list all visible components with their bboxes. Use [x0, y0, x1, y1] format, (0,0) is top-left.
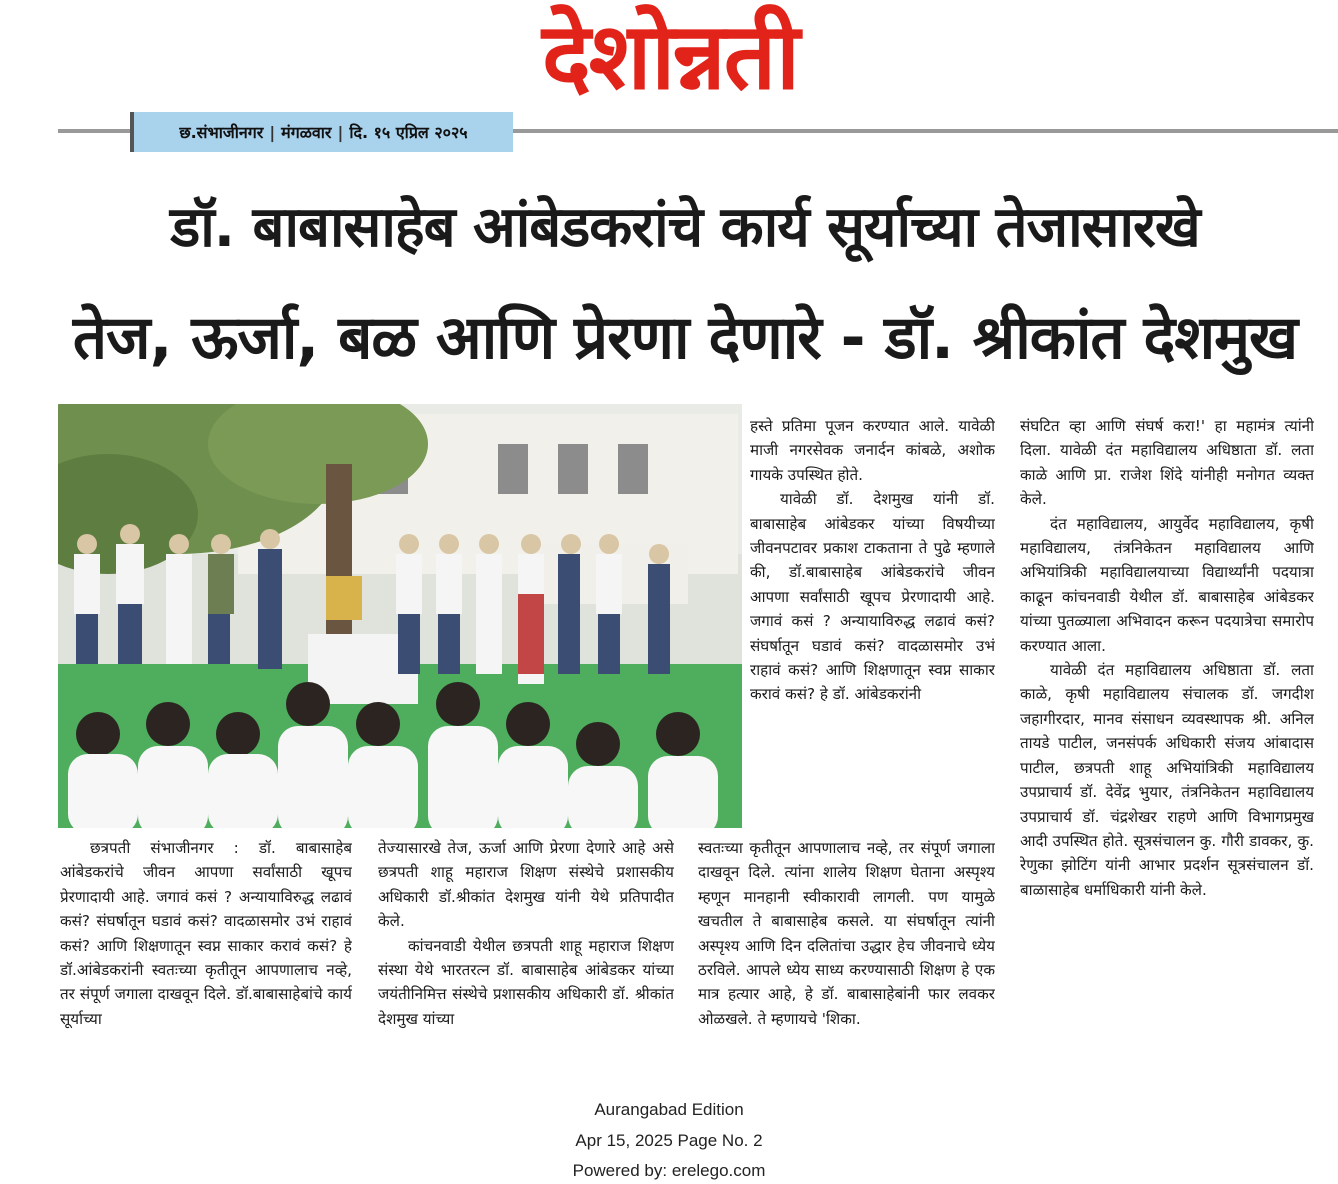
article-column-4	[1020, 414, 1314, 1104]
footer-page-info: Apr 15, 2025 Page No. 2	[575, 1131, 763, 1150]
article-paragraph: छत्रपती संभाजीनगर : डॉ. बाबासाहेब आंबेडकरांचे जीवन आपणा सर्वांसाठी खूपच प्रेरणादायी आहे. जगावं कसं ? अन्यायाविरुद्ध लढावं कसं? संघर्षातून घडावं कसं? वादळासमोर उभं राहावं कसं? आणि शिक्षणातून स्वप्न साकार करावं कसं? हे डॉ.आंबेडकरांनी स्वतःच्या कृतीतून आपणालाच नव्हे, तर संपूर्ण जगाला दाखवून दिले. डॉ.बाबासाहेबांचे कार्य सूर्याच्या	[60, 839, 352, 1028]
masthead	[0, 0, 1338, 118]
article-paragraph: दंत महाविद्यालय, आयुर्वेद महाविद्यालय, कृषी महाविद्यालय, तंत्रनिकेतन महाविद्यालय आणि अभियांत्रिकी महाविद्यालयाच्या विद्यार्थ्यांनी पदयात्रा काढून कांचनवाडी येथील डॉ. बाबासाहेब आंबेडकर यांच्या पुतळ्याला अभिवादन करून पदयात्रेचा समारोप करण्यात आला.	[1020, 514, 1314, 655]
dateline-rule-left	[58, 129, 136, 133]
dateline-separator: |	[337, 122, 344, 142]
newspaper-logo: देशोन्नती	[542, 3, 798, 110]
article-column-3-bottom	[698, 836, 995, 1098]
article-column-1	[60, 836, 352, 1098]
dateline-rule-right	[512, 129, 1338, 133]
footer-powered-by: Powered by: erelego.com	[572, 1161, 766, 1180]
article-paragraph: तेज्यासारखे तेज, ऊर्जा आणि प्रेरणा देणारे आहे असे छत्रपती शाहू महाराज शिक्षण संस्थेचे प्रशासकीय अधिकारी डॉ.श्रीकांत देशमुख यांनी येथे प्रतिपादीत केले.	[378, 839, 674, 931]
headline-line-2: तेज, ऊर्जा, बळ आणि प्रेरणा देणारे - डॉ. श्रीकांत देशमुख	[72, 303, 1298, 373]
article-column-3-top	[750, 414, 995, 834]
dateline-date: दि. १५ एप्रिल २०२५	[349, 123, 468, 142]
headline-line-1: डॉ. बाबासाहेब आंबेडकरांचे कार्य सूर्याच्या तेजासारखे	[170, 195, 1200, 260]
dateline-day: मंगळवार	[281, 123, 332, 142]
article-paragraph: यावेळी दंत महाविद्यालय अधिष्ठाता डॉ. लता काळे, कृषी महाविद्यालय संचालक डॉ. जगदीश जहागीरदार, मानव संसाधन व्यवस्थापक श्री. अनिल तायडे पाटील, जनसंपर्क अधिकारी संजय आंबादास पाटील, छत्रपती शाहू अभियांत्रिकी महाविद्यालय उपप्राचार्य डॉ. देवेंद्र भुयार, तंत्रनिकेतन महाविद्यालय उपप्राचार्य डॉ. चंद्रशेखर राहणे आणि विभागप्रमुख आदी उपस्थित होते. सूत्रसंचालन कु. गौरी डावकर, कु. रेणुका झोटिंग यांनी आभार प्रदर्शन सूत्रसंचालन डॉ. बाळासाहेब धर्माधिकारी यांनी केले.	[1020, 661, 1314, 899]
footer-edition: Aurangabad Edition	[594, 1100, 744, 1119]
article-paragraph: यावेळी डॉ. देशमुख यांनी डॉ. बाबासाहेब आंबेडकर यांच्या विषयीच्या जीवनपटावर प्रकाश टाकताना ते पुढे म्हणाले की, डॉ.बाबासाहेब आंबेडकरांचे जीवन आपणा सर्वांसाठी खूपच प्रेरणादायी आहे. जगावं कसं ? अन्यायाविरुद्ध लढावं कसं? संघर्षातून घडावं कसं? वादळासमोर उभं राहावं कसं? आणि शिक्षणातून स्वप्न साकार करावं कसं? हे डॉ. आंबेडकरांनी	[750, 490, 995, 704]
dateline-city: छ.संभाजीनगर	[179, 123, 264, 142]
event-photo	[58, 404, 742, 828]
article-paragraph: कांचनवाडी येथील छत्रपती शाहू महाराज शिक्षण संस्था येथे भारतरत्न डॉ. बाबासाहेब आंबेडकर यांच्या जयंतीनिमित्त संस्थेचे प्रशासकीय अधिकारी डॉ. श्रीकांत देशमुख यांच्या	[378, 936, 674, 1028]
article-paragraph: स्वतःच्या कृतीतून आपणालाच नव्हे, तर संपूर्ण जगाला दाखवून दिले. त्यांना शालेय शिक्षण घेताना अस्पृश्य म्हणून मानहानी स्वीकारावी लागली. पण यामुळे खचतील ते बाबासाहेब कसले. या संघर्षातून त्यांनी अस्पृश्य आणि दिन दलितांचा उद्धार हेच जीवनाचे ध्येय ठरविले. आपले ध्येय साध्य करण्यासाठी शिक्षण हे एक मात्र हत्यार आहे, हे डॉ. बाबासाहेबांनी फार लवकर ओळखले. ते म्हणायचे 'शिका.	[698, 839, 995, 1028]
article-column-2	[378, 836, 674, 1098]
dateline-separator: |	[269, 122, 276, 142]
article-paragraph: हस्ते प्रतिमा पूजन करण्यात आले. यावेळी माजी नगरसेवक जनार्दन कांबळे, अशोक गायके उपस्थित होते.	[750, 417, 995, 484]
event-photo-illustration	[58, 404, 742, 828]
dateline	[130, 112, 513, 152]
article-paragraph: संघटित व्हा आणि संघर्ष करा!' हा महामंत्र त्यांनी दिला. यावेळी दंत महाविद्यालय अधिष्ठाता डॉ. लता काळे आणि प्रा. राजेश शिंदे यांनीही मनोगत व्यक्त केले.	[1020, 417, 1314, 509]
